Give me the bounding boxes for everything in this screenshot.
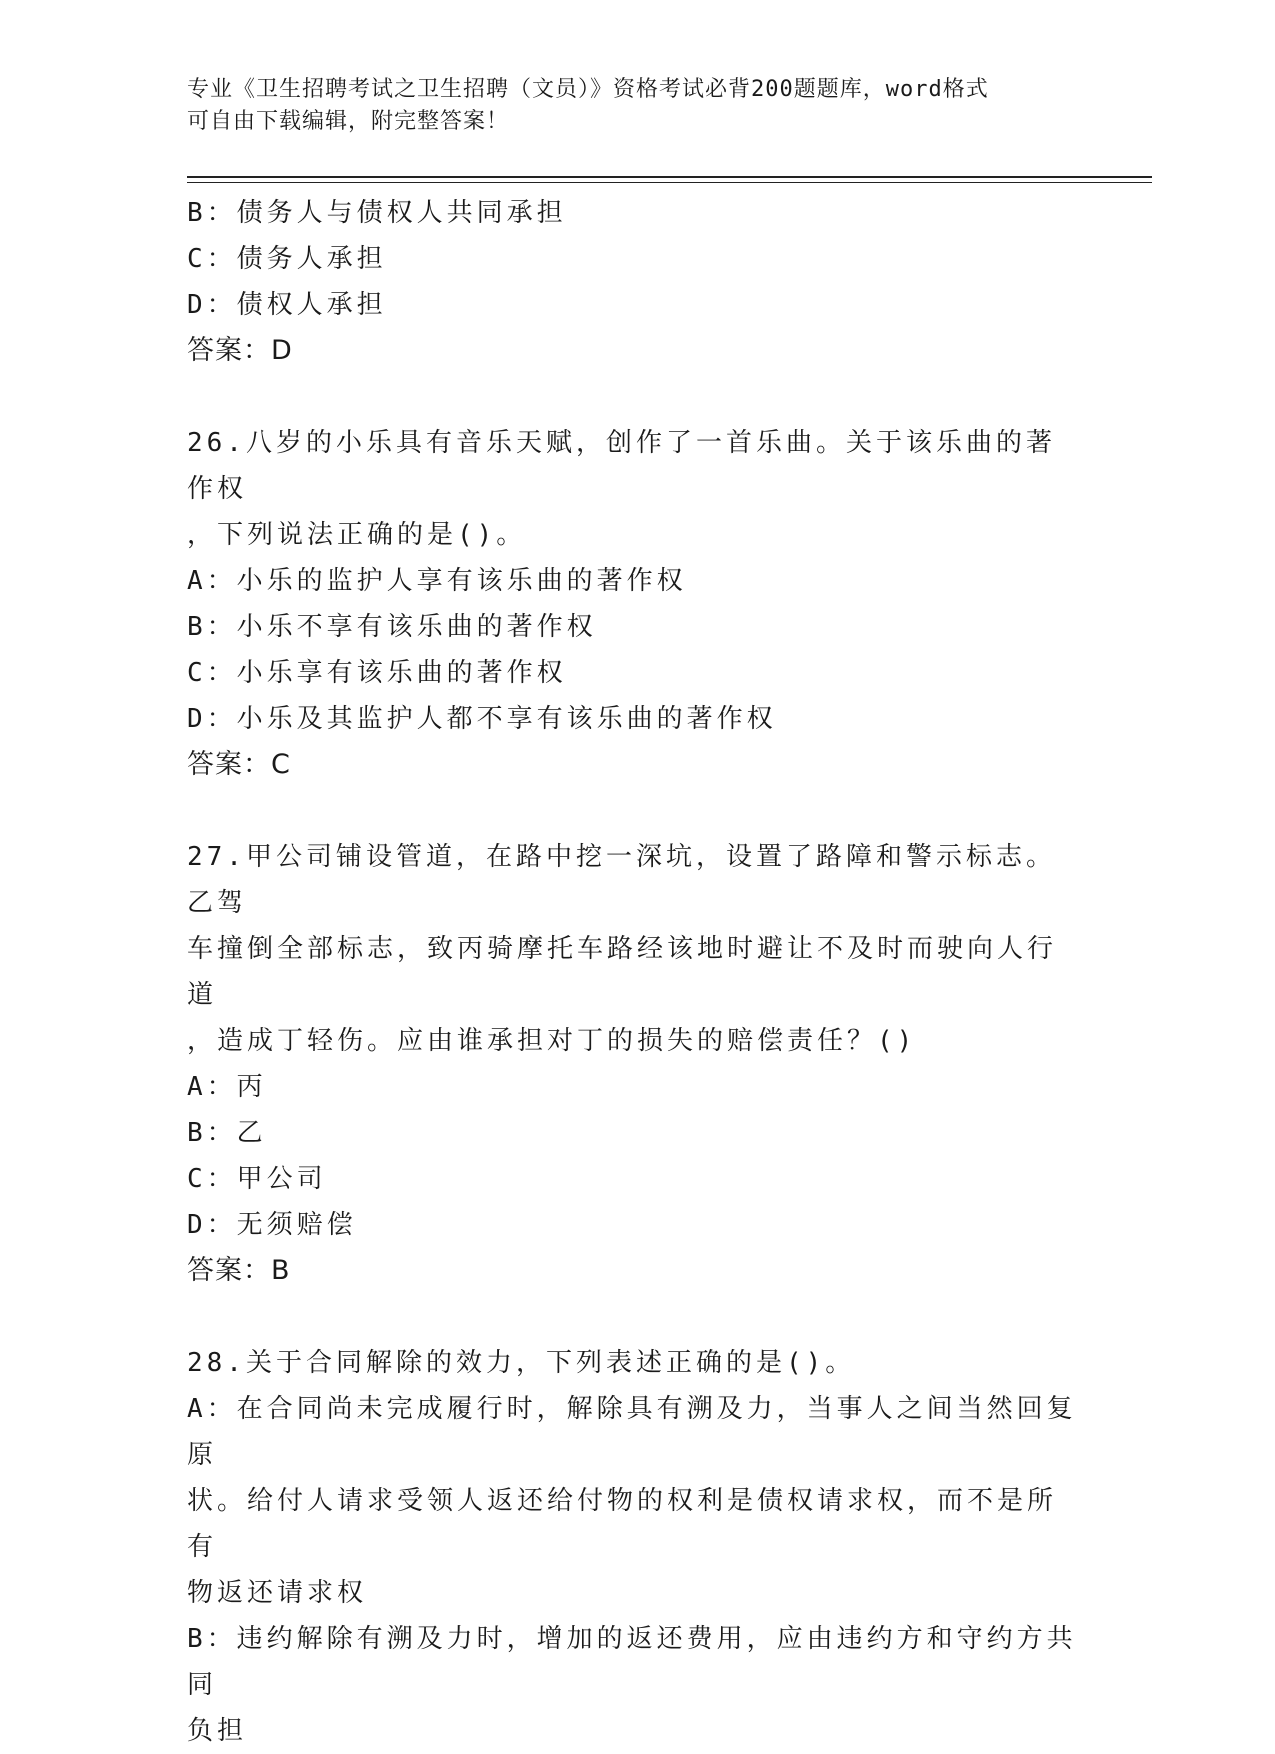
answer-value: D	[271, 335, 293, 366]
option-c: C：小乐享有该乐曲的著作权	[187, 658, 567, 688]
question-26	[187, 420, 1077, 788]
answer-line	[187, 328, 1077, 374]
question-stem-line: ，造成丁轻伤。应由谁承担对丁的损失的赔偿责任？()	[187, 1026, 917, 1056]
question-28	[187, 1340, 1077, 1754]
question-spacer	[187, 788, 1077, 834]
option-d: D：小乐及其监护人都不享有该乐曲的著作权	[187, 704, 777, 734]
option-b: B：债务人与债权人共同承担	[187, 198, 567, 228]
option-b	[187, 1616, 1077, 1754]
option-b-line: 负担	[187, 1716, 248, 1746]
header-divider-thin	[187, 182, 1152, 183]
option-a: A：丙	[187, 1072, 267, 1102]
question-stem-line: 27.甲公司铺设管道，在路中挖一深坑，设置了路障和警示标志。乙驾	[187, 842, 1056, 918]
question-stem-line: ，下列说法正确的是()。	[187, 520, 527, 550]
option-d: D：债权人承担	[187, 290, 387, 320]
answer-line	[187, 742, 1077, 788]
answer-label: 答案：	[187, 335, 271, 366]
header-divider-thick	[187, 176, 1152, 178]
question-stem-line: 车撞倒全部标志，致丙骑摩托车路经该地时避让不及时而驶向人行道	[187, 934, 1058, 1010]
option-a-line: 状。给付人请求受领人返还给付物的权利是债权请求权，而不是所有	[187, 1486, 1058, 1562]
question-25-fragment	[187, 190, 1077, 374]
question-stem-line: 28.关于合同解除的效力，下列表述正确的是()。	[187, 1348, 856, 1378]
option-a-line: A：在合同尚未完成履行时，解除具有溯及力，当事人之间当然回复原	[187, 1394, 1077, 1470]
question-spacer	[187, 1294, 1077, 1340]
option-a	[187, 1386, 1077, 1616]
option-c: C：甲公司	[187, 1164, 327, 1194]
question-27	[187, 834, 1077, 1294]
question-spacer	[187, 374, 1077, 420]
option-b-line: B：违约解除有溯及力时，增加的返还费用，应由违约方和守约方共同	[187, 1624, 1077, 1700]
option-a-line: 物返还请求权	[187, 1578, 368, 1608]
option-a: A：小乐的监护人享有该乐曲的著作权	[187, 566, 687, 596]
option-b: B：小乐不享有该乐曲的著作权	[187, 612, 597, 642]
document-header	[187, 74, 1067, 138]
question-stem-line: 26.八岁的小乐具有音乐天赋，创作了一首乐曲。关于该乐曲的著作权	[187, 428, 1056, 504]
question-list	[187, 190, 1077, 1754]
option-c: C：债务人承担	[187, 244, 387, 274]
option-d: D：无须赔偿	[187, 1210, 357, 1240]
answer-line	[187, 1248, 1077, 1294]
header-title-line-2: 可自由下载编辑，附完整答案！	[187, 109, 510, 134]
answer-value: C	[271, 749, 291, 780]
answer-label: 答案：	[187, 749, 271, 780]
answer-value: B	[271, 1255, 291, 1286]
answer-label: 答案：	[187, 1255, 271, 1286]
header-title-line-1: 专业《卫生招聘考试之卫生招聘（文员）》资格考试必背200题题库，word格式	[187, 77, 989, 102]
option-b: B：乙	[187, 1118, 267, 1148]
